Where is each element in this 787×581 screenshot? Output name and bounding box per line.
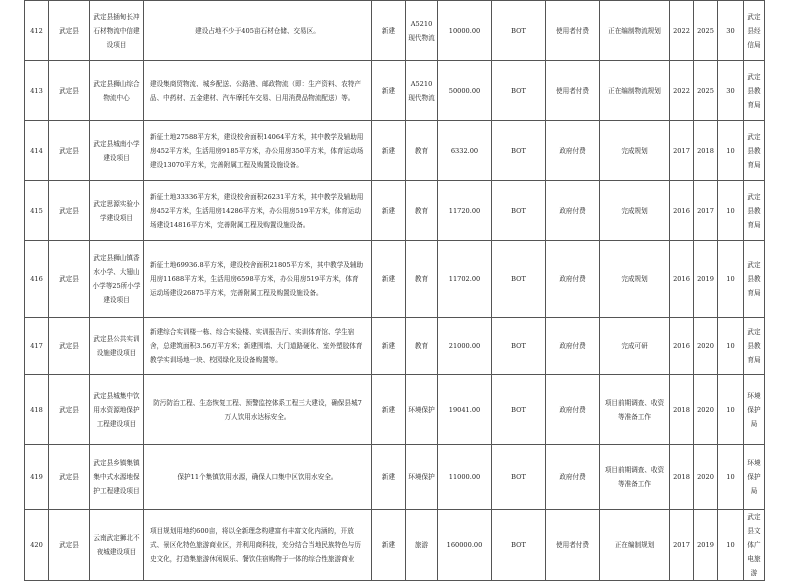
cell-payment: 政府付费 — [546, 121, 600, 181]
cell-end: 2017 — [694, 181, 718, 241]
cell-county: 武定县 — [49, 241, 90, 318]
cell-county: 武定县 — [49, 318, 90, 375]
cell-no: 416 — [25, 241, 49, 318]
cell-no: 419 — [25, 445, 49, 510]
cell-start: 2018 — [670, 375, 694, 445]
cell-end: 2020 — [694, 375, 718, 445]
cell-stage: 完成规划 — [600, 241, 670, 318]
cell-type: 新建 — [372, 1, 406, 61]
cell-start: 2017 — [670, 510, 694, 581]
cell-years: 10 — [718, 318, 744, 375]
cell-type: 新建 — [372, 181, 406, 241]
cell-category: 环境保护 — [406, 445, 438, 510]
cell-years: 10 — [718, 375, 744, 445]
cell-start: 2016 — [670, 241, 694, 318]
cell-dept: 环境保护局 — [744, 375, 765, 445]
cell-dept: 武定县文体广电旅游 — [744, 510, 765, 581]
cell-type: 新建 — [372, 241, 406, 318]
cell-dept: 武定县教育局 — [744, 181, 765, 241]
cell-mode: BOT — [492, 181, 546, 241]
cell-desc: 保护11个集镇饮用水源，确保人口集中区饮用水安全。 — [144, 445, 372, 510]
cell-county: 武定县 — [49, 375, 90, 445]
cell-dept: 武定县教育局 — [744, 318, 765, 375]
cell-mode: BOT — [492, 445, 546, 510]
cell-county: 武定县 — [49, 181, 90, 241]
cell-payment: 使用者付费 — [546, 61, 600, 121]
cell-type: 新建 — [372, 445, 406, 510]
cell-name: 武定县狮山综合物流中心 — [90, 61, 144, 121]
cell-category: A5210现代物流 — [406, 61, 438, 121]
cell-start: 2016 — [670, 318, 694, 375]
cell-end: 2025 — [694, 1, 718, 61]
cell-no: 418 — [25, 375, 49, 445]
cell-desc: 建设集商贸物流、城乡配送、公路港、邮政物流（即：生产资料、农特产品、中药材、五金建材、汽车摩托车交易、日用消费品物流配送）等。 — [144, 61, 372, 121]
cell-stage: 完成可研 — [600, 318, 670, 375]
cell-years: 10 — [718, 241, 744, 318]
cell-name: 云南武定狮北不夜城建设项目 — [90, 510, 144, 581]
cell-amount: 21000.00 — [438, 318, 492, 375]
cell-type: 新建 — [372, 121, 406, 181]
cell-category: 旅游 — [406, 510, 438, 581]
cell-payment: 政府付费 — [546, 241, 600, 318]
cell-dept: 武定县教育局 — [744, 121, 765, 181]
cell-years: 10 — [718, 510, 744, 581]
cell-dept: 武定县教育局 — [744, 61, 765, 121]
table-row — [25, 61, 765, 121]
cell-start: 2016 — [670, 181, 694, 241]
cell-mode: BOT — [492, 1, 546, 61]
cell-years: 10 — [718, 181, 744, 241]
cell-no: 413 — [25, 61, 49, 121]
table-row — [25, 445, 765, 510]
cell-amount: 11720.00 — [438, 181, 492, 241]
cell-category: 教育 — [406, 241, 438, 318]
cell-amount: 6332.00 — [438, 121, 492, 181]
cell-type: 新建 — [372, 510, 406, 581]
cell-desc: 新征土地27588平方米，建设校舍面积14064平方米，其中教学及辅助用房452平方米，生活用房9185平方米，办公用房350平方米，体育运动场建设13070平方米，完善附属工程及购置设施设备。 — [144, 121, 372, 181]
cell-end: 2018 — [694, 121, 718, 181]
cell-payment: 政府付费 — [546, 318, 600, 375]
cell-type: 新建 — [372, 375, 406, 445]
cell-end: 2025 — [694, 61, 718, 121]
table-row — [25, 241, 765, 318]
cell-name: 武定思源实验小学建设项目 — [90, 181, 144, 241]
cell-category: 教育 — [406, 121, 438, 181]
cell-category: 环境保护 — [406, 375, 438, 445]
cell-end: 2019 — [694, 510, 718, 581]
cell-desc: 新征土地69936.8平方米，建设校舍面积21805平方米，其中教学及辅助用房11688平方米，生活用房6598平方米，办公用房519平方米，体育运动场建设26875平方米，完善附属工程及购置设施设备。 — [144, 241, 372, 318]
cell-name: 武定县公共实训设施建设项目 — [90, 318, 144, 375]
cell-county: 武定县 — [49, 1, 90, 61]
cell-payment: 政府付费 — [546, 181, 600, 241]
cell-desc: 建设占地不少于405亩石材仓储、交易区。 — [144, 1, 372, 61]
table-row — [25, 181, 765, 241]
project-table — [24, 0, 765, 581]
cell-payment: 使用者付费 — [546, 510, 600, 581]
cell-type: 新建 — [372, 61, 406, 121]
cell-mode: BOT — [492, 318, 546, 375]
table-row — [25, 121, 765, 181]
cell-amount: 10000.00 — [438, 1, 492, 61]
cell-years: 30 — [718, 1, 744, 61]
cell-name: 武定县插甸长冲石材物流中信建设项目 — [90, 1, 144, 61]
cell-years: 30 — [718, 61, 744, 121]
cell-start: 2022 — [670, 61, 694, 121]
cell-no: 420 — [25, 510, 49, 581]
cell-payment: 使用者付费 — [546, 1, 600, 61]
cell-name: 武定县城南小学建设项目 — [90, 121, 144, 181]
cell-mode: BOT — [492, 375, 546, 445]
cell-name: 武定县乡镇集镇集中式水源地保护工程建设项目 — [90, 445, 144, 510]
cell-years: 10 — [718, 445, 744, 510]
cell-name: 武定县城集中饮用水资源地保护工程建设项目 — [90, 375, 144, 445]
cell-county: 武定县 — [49, 510, 90, 581]
cell-county: 武定县 — [49, 61, 90, 121]
cell-amount: 50000.00 — [438, 61, 492, 121]
cell-stage: 完成规划 — [600, 121, 670, 181]
cell-payment: 政府付费 — [546, 375, 600, 445]
cell-amount: 11000.00 — [438, 445, 492, 510]
cell-end: 2020 — [694, 318, 718, 375]
cell-desc: 新征土地33336平方米，建设校舍面积26231平方米，其中教学及辅助用房452平方米，生活用房14286平方米，办公用房519平方米，体育运动场建设14816平方米，完善附属工程及购置设施设备。 — [144, 181, 372, 241]
cell-mode: BOT — [492, 241, 546, 318]
cell-no: 414 — [25, 121, 49, 181]
cell-stage: 完成规划 — [600, 181, 670, 241]
cell-category: 教育 — [406, 181, 438, 241]
cell-no: 415 — [25, 181, 49, 241]
cell-mode: BOT — [492, 510, 546, 581]
table-row — [25, 1, 765, 61]
cell-no: 417 — [25, 318, 49, 375]
table-row — [25, 318, 765, 375]
cell-stage: 项目前期调查、收资等准备工作 — [600, 375, 670, 445]
cell-stage: 项目前期调查、收资等准备工作 — [600, 445, 670, 510]
cell-end: 2020 — [694, 445, 718, 510]
cell-stage: 正在编制物流规划 — [600, 1, 670, 61]
cell-category: A5210现代物流 — [406, 1, 438, 61]
cell-county: 武定县 — [49, 445, 90, 510]
cell-dept: 武定县教育局 — [744, 241, 765, 318]
cell-dept: 武定县经信局 — [744, 1, 765, 61]
cell-start: 2017 — [670, 121, 694, 181]
cell-stage: 正在编制规划 — [600, 510, 670, 581]
cell-name: 武定县狮山镇香水小学、大翅山小学等25所小学建设项目 — [90, 241, 144, 318]
cell-amount: 19041.00 — [438, 375, 492, 445]
cell-stage: 正在编制物流规划 — [600, 61, 670, 121]
cell-county: 武定县 — [49, 121, 90, 181]
cell-payment: 政府付费 — [546, 445, 600, 510]
cell-category: 教育 — [406, 318, 438, 375]
cell-amount: 11702.00 — [438, 241, 492, 318]
cell-desc: 新建综合实训楼一栋、综合实验楼、实训报告厅、实训体育馆、学生宿舍，总建筑面积3.56万平方米；新建围墙、大门道路硬化、室外塑胶体育教学实训场地一块、校园绿化及设备购置等。 — [144, 318, 372, 375]
cell-start: 2018 — [670, 445, 694, 510]
cell-no: 412 — [25, 1, 49, 61]
cell-start: 2022 — [670, 1, 694, 61]
cell-mode: BOT — [492, 61, 546, 121]
cell-dept: 环境保护局 — [744, 445, 765, 510]
table-row — [25, 510, 765, 581]
cell-desc: 项目规划用地约600亩，将以全新理念构建富有丰富文化内涵的，开放式、景区化特色旅游商业区，并利用商科技，充分结合当地民族特色与历史文化，打造集旅游休闲娱乐、餐饮住宿购物于一体的综合性旅游商业 — [144, 510, 372, 581]
cell-type: 新建 — [372, 318, 406, 375]
cell-years: 10 — [718, 121, 744, 181]
cell-desc: 防污防治工程、生态恢复工程、预警监控体系工程三大建设，确保县城7万人饮用水达标安全。 — [144, 375, 372, 445]
cell-amount: 160000.00 — [438, 510, 492, 581]
cell-end: 2019 — [694, 241, 718, 318]
table-row — [25, 375, 765, 445]
cell-mode: BOT — [492, 121, 546, 181]
